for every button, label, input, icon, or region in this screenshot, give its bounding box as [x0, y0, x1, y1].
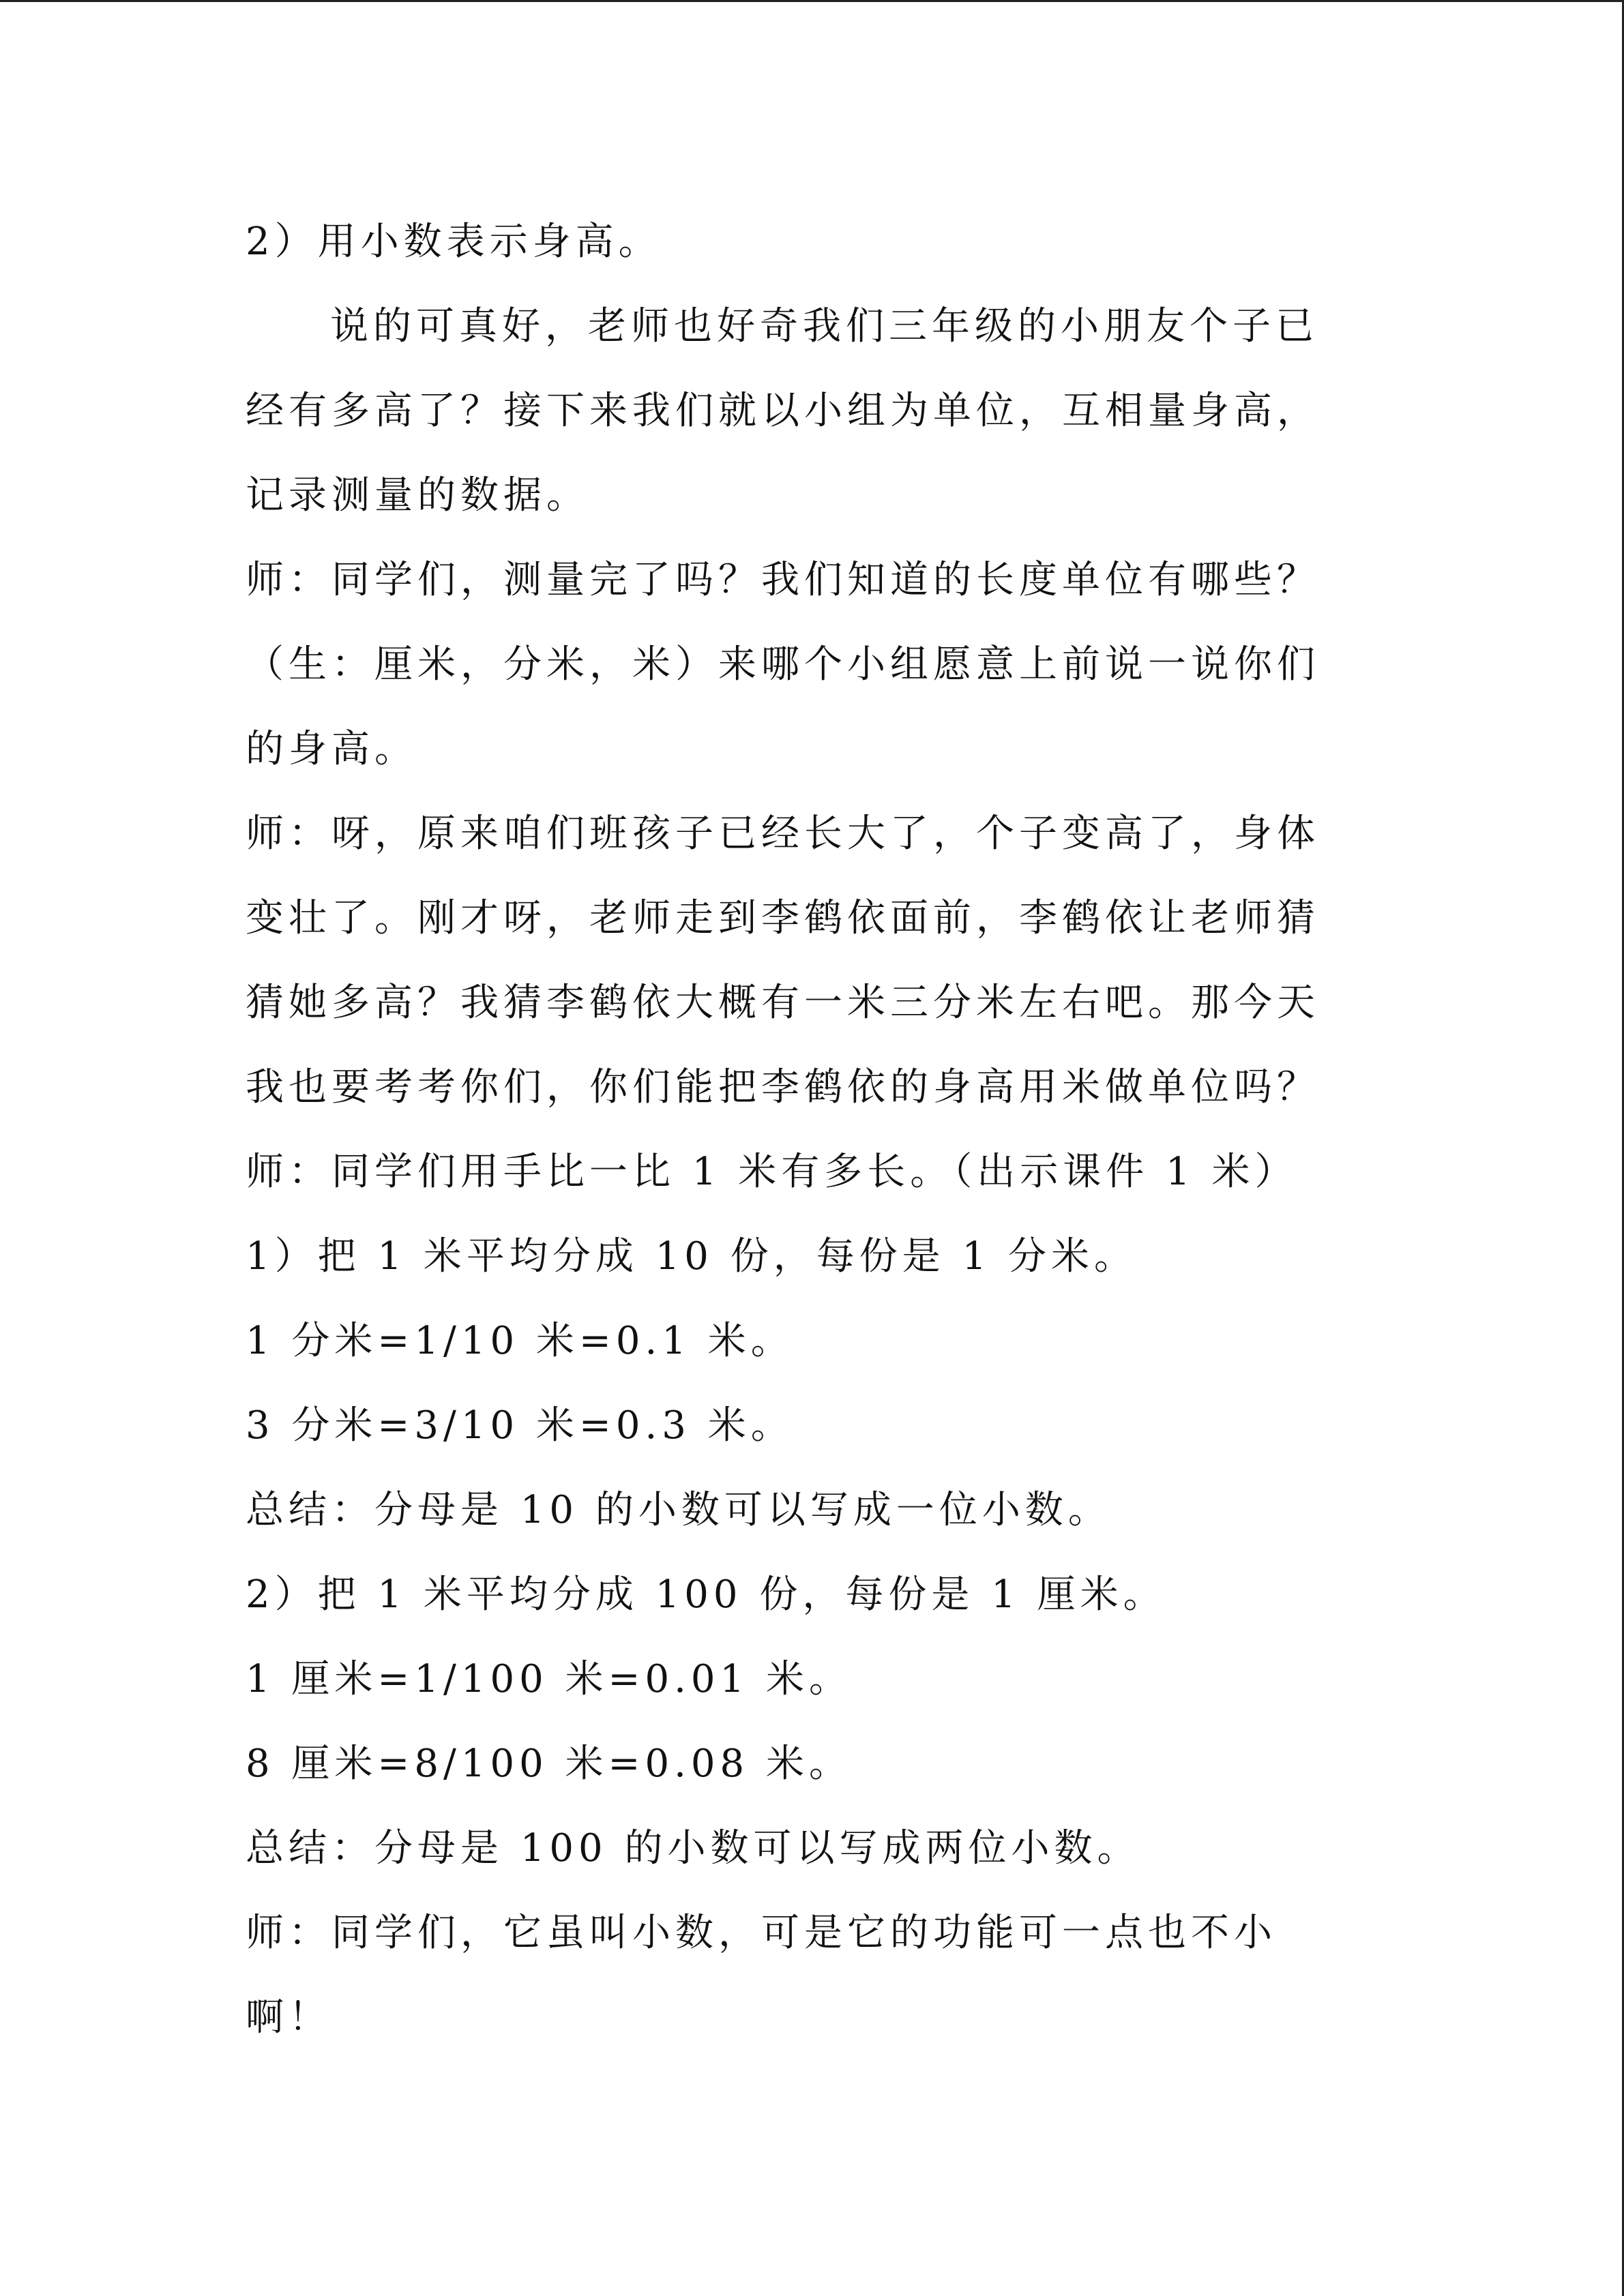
text-line: 1）把 1 米平均分成 10 份，每份是 1 分米。: [246, 1234, 1137, 1279]
text-line: 我也要考考你们，你们能把李鹤依的身高用米做单位吗？: [246, 1065, 1320, 1109]
text-line: 总结：分母是 10 的小数可以写成一位小数。: [246, 1488, 1111, 1532]
text-line: 8 厘米=8/100 米=0.08 米。: [246, 1742, 852, 1786]
text-line: 总结：分母是 100 的小数可以写成两位小数。: [246, 1826, 1140, 1870]
document-body: [246, 200, 1350, 2060]
text-line: 师：同学们，它虽叫小数，可是它的功能可一点也不小: [246, 1911, 1277, 1955]
text-line: 2）把 1 米平均分成 100 份，每份是 1 厘米。: [246, 1572, 1166, 1617]
text-line: 1 厘米=1/100 米=0.01 米。: [246, 1657, 852, 1701]
text-line: 1 分米=1/10 米=0.1 米。: [246, 1319, 794, 1363]
text-line: 说的可真好，老师也好奇我们三年级的小朋友个子已: [330, 304, 1318, 348]
text-line: 变壮了。刚才呀，老师走到李鹤依面前，李鹤依让老师猜: [246, 896, 1320, 940]
text-line: 经有多高了？接下来我们就以小组为单位，互相量身高，: [246, 389, 1320, 433]
text-line: （生：厘米，分米，米）来哪个小组愿意上前说一说你们: [246, 642, 1320, 687]
text-line: 师：同学们用手比一比 1 米有多长。（出示课件 1 米）: [246, 1150, 1298, 1194]
text-line: 的身高。: [246, 727, 417, 771]
text-line: 师：呀，原来咱们班孩子已经长大了，个子变高了，身体: [246, 811, 1320, 856]
text-line: 3 分米=3/10 米=0.3 米。: [246, 1403, 794, 1448]
text-line: 2）用小数表示身高。: [246, 220, 662, 264]
text-line: 记录测量的数据。: [246, 473, 589, 518]
text-line: 猜她多高？我猜李鹤依大概有一米三分米左右吧。那今天: [246, 981, 1320, 1025]
text-line: 师：同学们，测量完了吗？我们知道的长度单位有哪些？: [246, 558, 1320, 602]
text-line: 啊！: [246, 1995, 331, 2040]
